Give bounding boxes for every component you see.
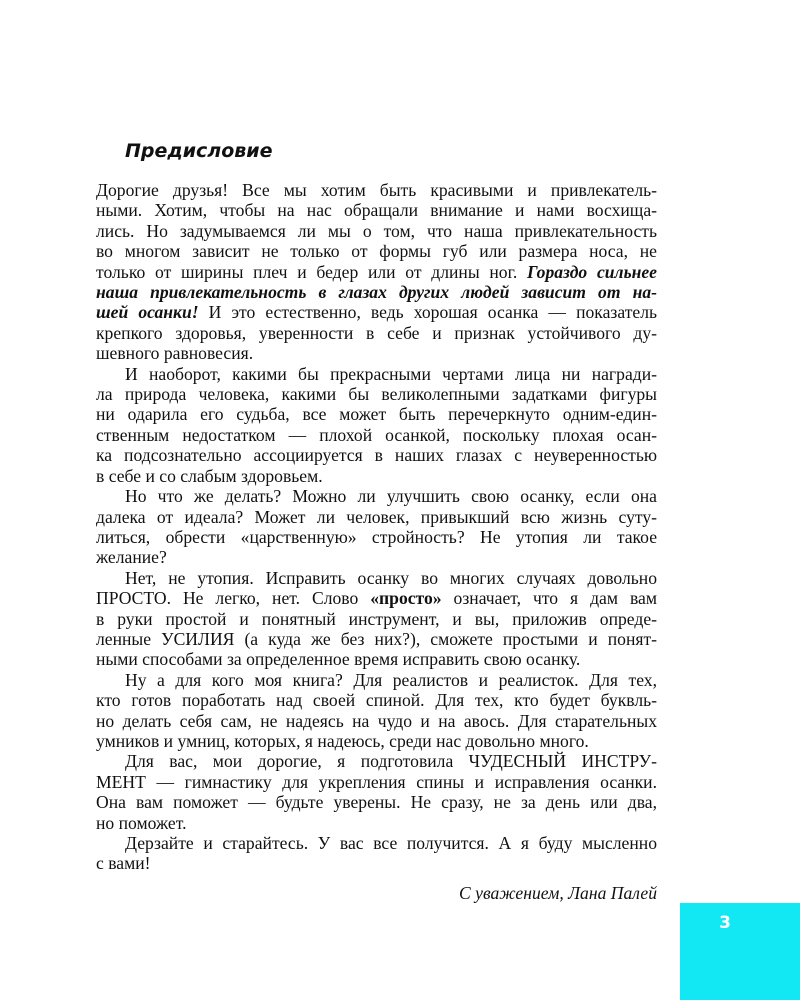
text-line: крепкого здоровья, уверенности в себе и признак устойчивого ду-	[96, 322, 657, 343]
text-segment: только от ширины плеч и бедер или от длины ног.	[96, 261, 527, 282]
page-number: 3	[719, 913, 731, 933]
text-line	[96, 588, 657, 608]
page-title: Предисловие	[125, 140, 273, 162]
text-line: И наоборот, какими бы прекрасными чертами лица ни награди-	[125, 363, 657, 384]
text-line: ными способами за определенное время исправить свою осанку.	[96, 649, 581, 670]
text-segment: означает, что я дам вам	[441, 588, 657, 609]
text-line: кто готов поработать над своей спиной. Для тех, кто будет буквль-	[96, 690, 657, 711]
text-line: но поможет.	[96, 812, 187, 833]
text-line: литься, обрести «царственную» стройность? Не утопия ли такое	[96, 526, 657, 547]
emphasis-text: шей осанки!	[96, 302, 199, 323]
text-line: во многом зависит не только от формы губ или размера носа, не	[96, 241, 657, 262]
text-segment: И это естественно, ведь хорошая осанка — показатель	[198, 302, 657, 323]
text-line: с вами!	[96, 853, 151, 874]
emphasis-text: Гораздо сильнее	[526, 261, 657, 282]
page-number-tab	[680, 903, 800, 1000]
text-line: Но что же делать? Можно ли улучшить свою осанку, если она	[125, 486, 657, 507]
text-line	[96, 302, 657, 322]
text-line: далека от идеала? Может ли человек, привыкший всю жизнь суту-	[96, 506, 657, 527]
text-line: лись. Но задумываемся ли мы о том, что наша привлекательность	[96, 220, 657, 241]
text-line: ла природа человека, какими бы великолепными задатками фигуры	[96, 384, 657, 405]
text-line: ни одарила его судьба, все может быть перечеркнуто одним-един-	[96, 404, 657, 425]
text-line: Она вам поможет — будьте уверены. Не сразу, не за день или два,	[96, 792, 657, 813]
text-line: МЕНТ — гимнастику для укрепления спины и исправления осанки.	[96, 771, 657, 792]
text-line: Ну а для кого моя книга? Для реалистов и реалисток. Для тех,	[125, 669, 657, 690]
emphasis-text-line: наша привлекательность в глазах других людей зависит от на-	[96, 282, 657, 303]
text-line: Дорогие друзья! Все мы хотим быть красивыми и привлекатель-	[96, 180, 657, 200]
text-line: в руки простой и понятный инструмент, и вы, приложив опреде-	[96, 608, 657, 629]
text-line: Нет, не утопия. Исправить осанку во многих случаях довольно	[125, 567, 657, 588]
text-line: ственным недостатком — плохой осанкой, поскольку плохая осан-	[96, 424, 657, 445]
text-line: ка подсознательно ассоциируется в наших глазах с неуверенностью	[96, 445, 657, 466]
text-segment: ПРОСТО. Не легко, нет. Слово	[96, 588, 371, 609]
text-line: шевного равновесия.	[96, 343, 254, 364]
signature: С уважением, Лана Палей	[459, 883, 657, 903]
text-line: умников и умниц, которых, я надеюсь, среди нас довольно много.	[96, 730, 589, 751]
text-line: Для вас, мои дорогие, я подготовила ЧУДЕСНЫЙ ИНСТРУ-	[125, 751, 657, 772]
text-line	[96, 262, 657, 282]
text-line: ленные УСИЛИЯ (а куда же без них?), сможете простыми и понят-	[96, 628, 657, 649]
body-text	[96, 180, 657, 874]
bold-text: «просто»	[370, 588, 442, 609]
text-line: Дерзайте и старайтесь. У вас все получится. А я буду мысленно	[125, 833, 657, 853]
text-line: ными. Хотим, чтобы на нас обращали внимание и нами восхища-	[96, 200, 657, 221]
text-line: желание?	[96, 547, 167, 568]
text-line: но делать себя сам, не надеясь на чудо и на авось. Для старательных	[96, 710, 657, 731]
text-line: в себе и со слабым здоровьем.	[96, 465, 323, 486]
